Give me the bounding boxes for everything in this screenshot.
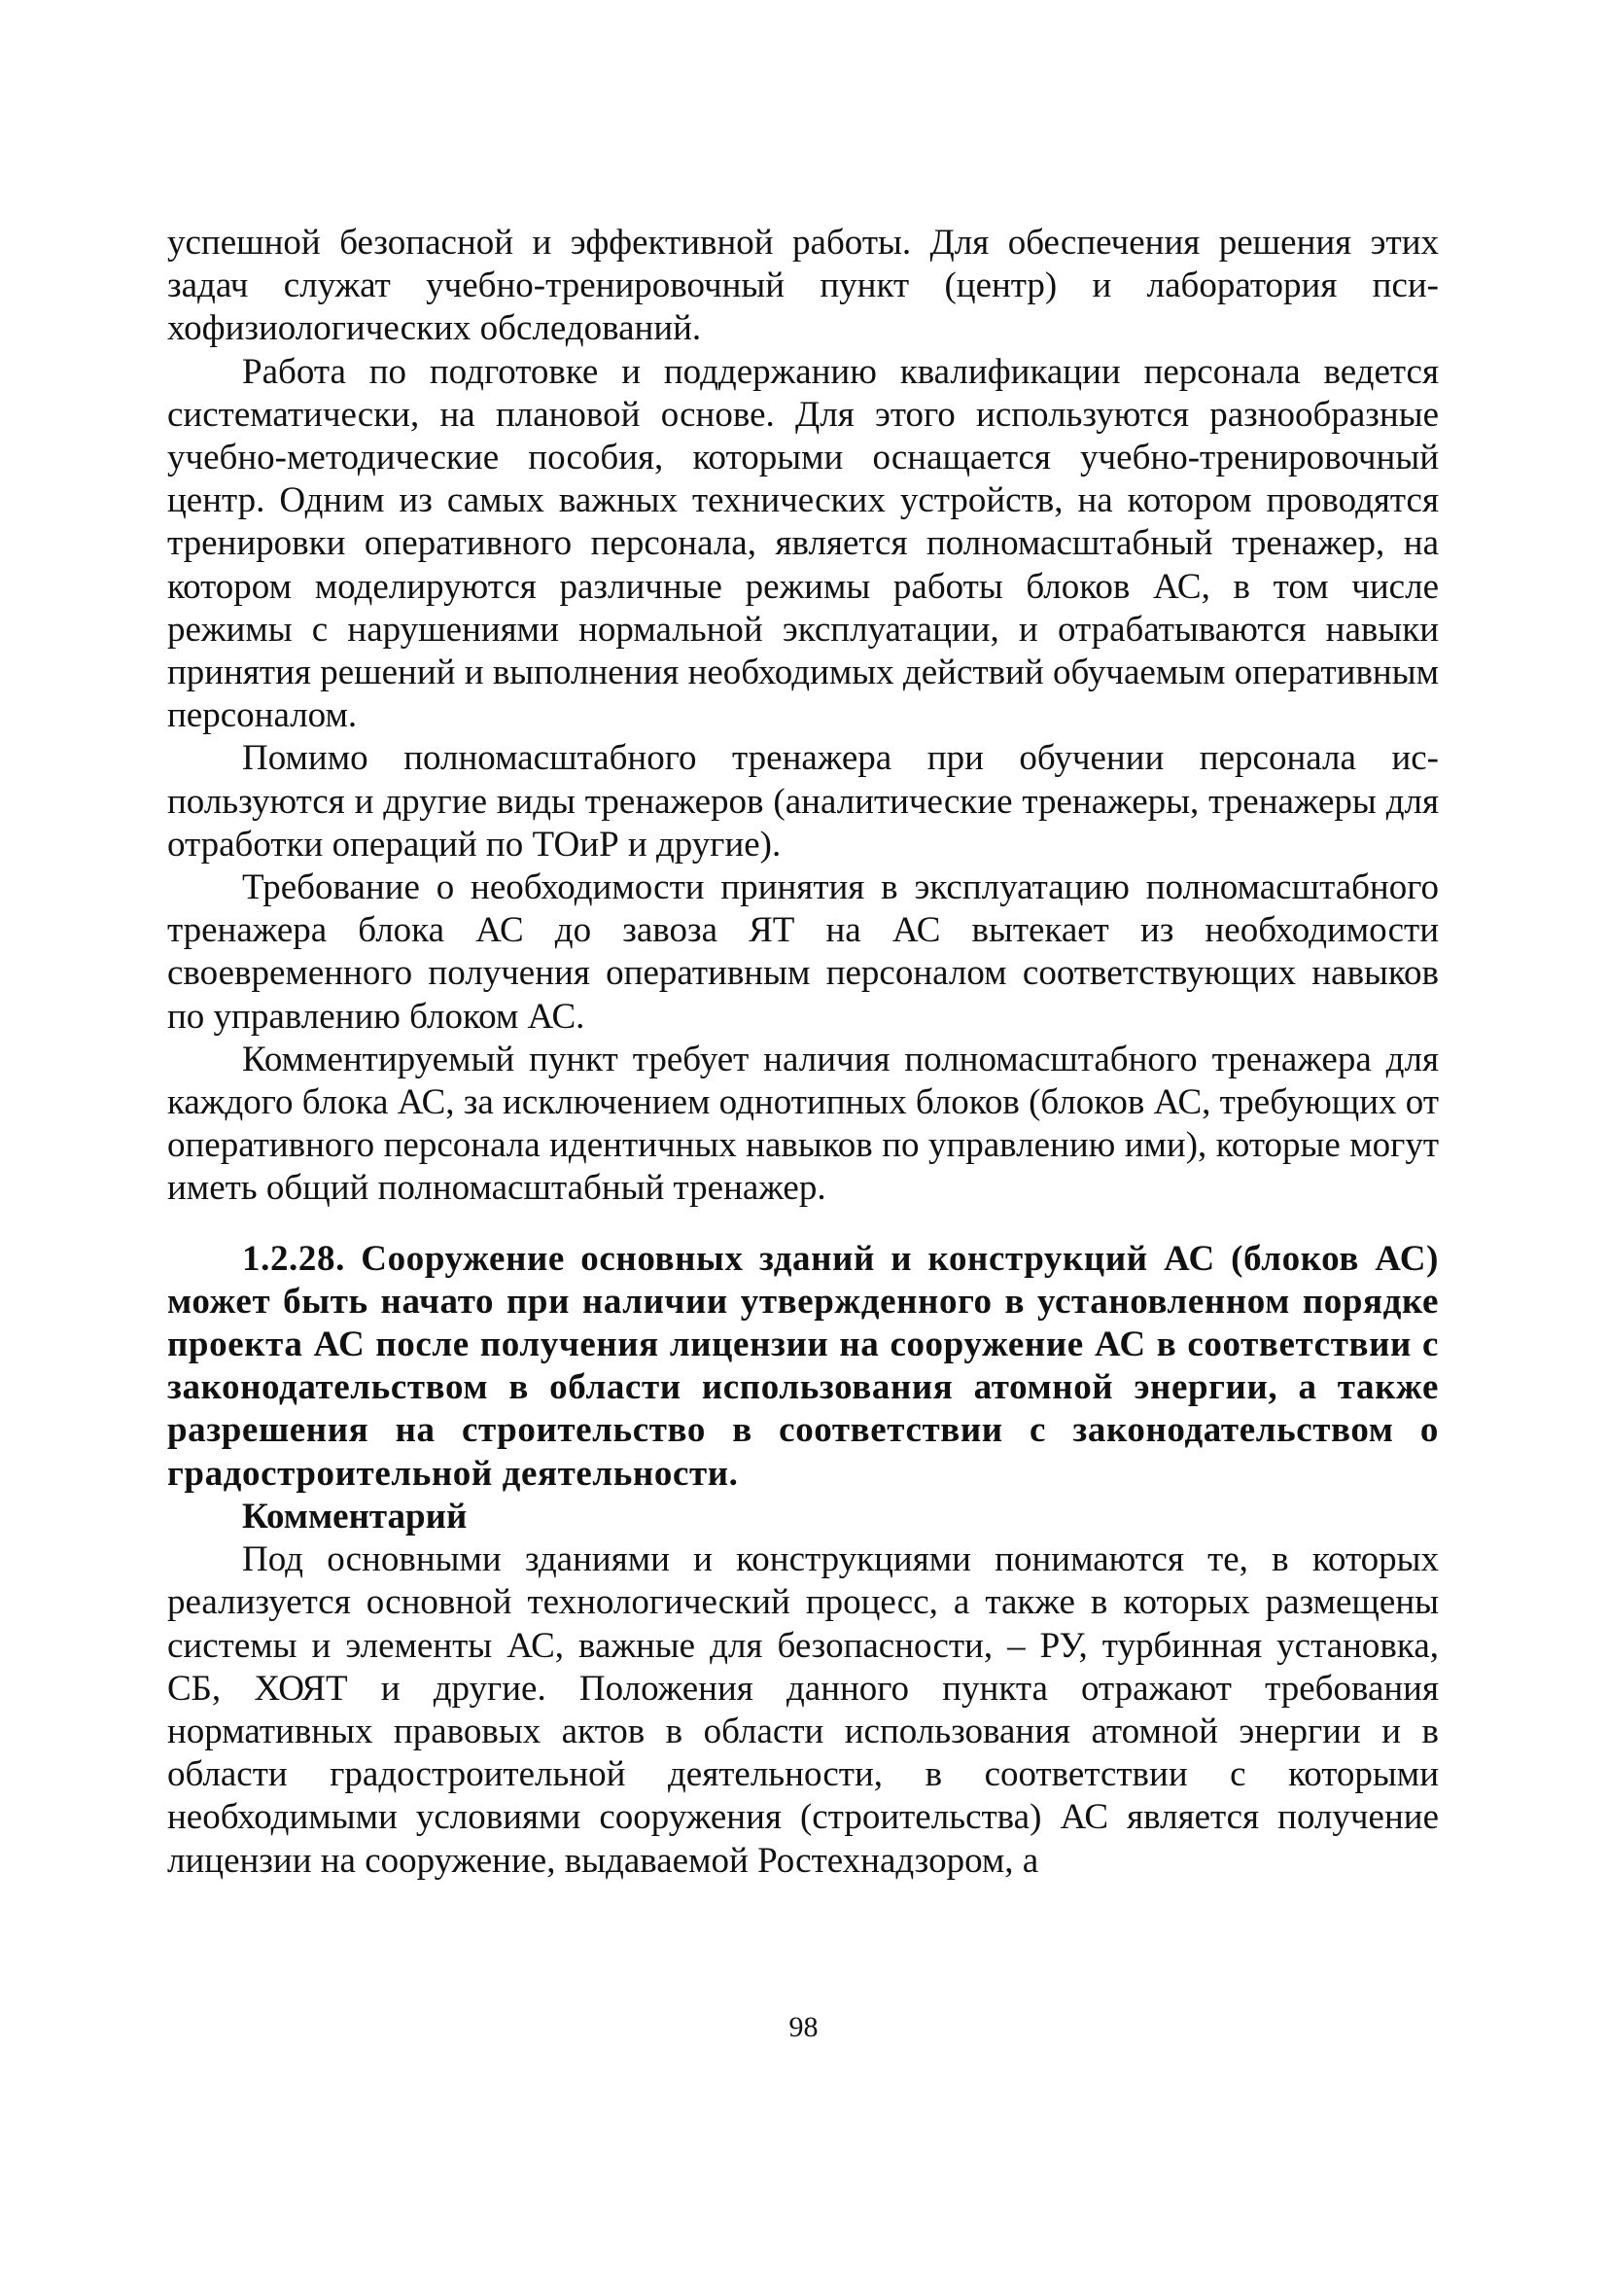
paragraph-simulators: Помимо полномасштабного тренажера при обучении персонала используются и другие виды тренажеров (аналитические тренажеры, тренажеры для отработки операций по ТОиР и другие). bbox=[167, 738, 1439, 865]
clause-1-2-28: 1.2.28. Сооружение основных зданий и конструкций АС (блоков АС) может быть начато при наличии утвержденного в установленном порядке проекта АС после получения лицензии на сооружение АС в соответствии с законодательством в области использования атомной энергии, а также разрешения на строительство в соответствии с законодательством о градостроительной деятельности. bbox=[167, 1238, 1439, 1494]
spacer bbox=[167, 1211, 1439, 1238]
paragraph-commented-item: Комментируемый пункт требует наличия полномасштабного тренажера для каждого блока АС, за исключением однотипных блоков (блоков АС, требующих от оперативного персонала идентичных навыков по управлению ими), которые могут иметь общий полномасштабный тренажер. bbox=[167, 1039, 1439, 1209]
paragraph-continued: успешной безопасной и эффективной работы. Для обеспечения решения этих задач служат учебно-тренировочный пункт (центр) и лаборатория психофизиологических обследований. bbox=[167, 223, 1439, 349]
paragraph-training: Работа по подготовке и поддержанию квалификации персонала ведется систематически, на плановой основе. Для этого используются разнообразные учебно-методические пособия, которыми оснащается учебно-тренировочный центр. Одним из самых важных технических устройств, на котором проводятся тренировки оперативного персонала, является полномасштабный тренажер, на котором моделируются различные режимы работы блоков АС, в том числе режимы с нарушениями нормальной эксплуатации, и отрабатываются навыки принятия решений и выполнения необходимых действий обучаемым оперативным персоналом. bbox=[167, 351, 1439, 736]
comment-paragraph: Под основными зданиями и конструкциями понимаются те, в которых реализуется основной технологический процесс, а также в которых размещены системы и элементы АС, важные для безопасности, – РУ, турбинная установка, СБ, ХОЯТ и другие. Положения данного пункта отражают требования нормативных правовых актов в области использования атомной энергии и в области градостроительной деятельности, в соответствии с которыми необходимыми условиями сооружения (строительства) АС является получение лицензии на сооружение, выдаваемой Ростехнадзором, а bbox=[167, 1539, 1439, 1881]
paragraph-requirement: Требование о необходимости принятия в эксплуатацию полномасштабного тренажера блока АС до завоза ЯТ на АС вытекает из необходимости своевременного получения оперативным персоналом соответствующих навыков по управлению блоком АС. bbox=[167, 867, 1439, 1037]
comment-heading: Комментарий bbox=[242, 1496, 468, 1537]
page-number: 98 bbox=[788, 2011, 819, 2043]
body-text bbox=[167, 222, 1439, 1883]
